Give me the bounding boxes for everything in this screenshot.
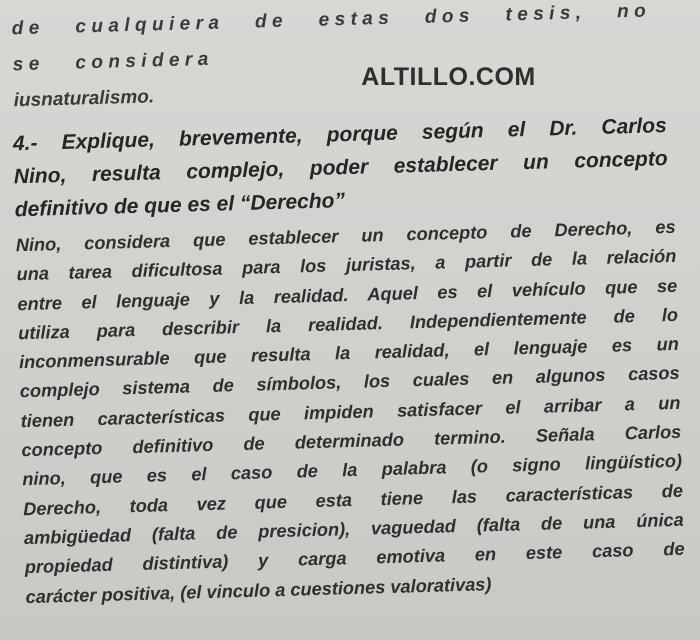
question-line-3: definitivo de que es el “Derecho” <box>14 189 346 222</box>
answer-line: utiliza para describir la realidad. Independientemente de lo <box>17 304 679 344</box>
answer-line: Derecho, toda vez que esta tiene las características de <box>22 480 684 519</box>
answer-paragraph <box>15 213 685 612</box>
question-line-2: Nino, resulta complejo, poder establecer un concepto <box>13 147 668 189</box>
question-line-1: 4.- Explique, brevemente, porque según el Dr. Carlos <box>12 114 668 156</box>
answer-line: entre el lenguaje y la realidad. Aquel es el vehículo que se <box>17 275 678 314</box>
answer-line: Nino, considera que establecer un concepto de Derecho, es <box>15 216 676 256</box>
answer-line: complejo sistema de símbolos, los cuales en algunos casos <box>19 363 680 402</box>
answer-line: tienen características que impiden satisfacer el arribar a un <box>20 392 681 432</box>
site-watermark: ALTILLO.COM <box>361 63 536 92</box>
answer-line: carácter positiva, (el vinculo a cuestiones valorativas) <box>25 573 492 607</box>
question-heading <box>12 109 669 226</box>
intro-text <box>11 0 664 119</box>
answer-line: ambigüedad (falta de presicion), vaguedad (falta de una única <box>23 509 684 549</box>
answer-line: nino, que es el caso de la palabra (o signo lingüístico) <box>22 451 683 490</box>
intro-line-2: iusnaturalismo. <box>13 86 155 112</box>
answer-line: una tarea dificultosa para los juristas, a partir de la relación <box>16 246 677 285</box>
intro-line-1: de cualquiera de estas dos tesis, no se considera <box>11 0 652 76</box>
answer-line: concepto definitivo de determinado termino. Señala Carlos <box>21 421 682 461</box>
answer-line: inconmensurable que resulta la realidad, el lenguaje es un <box>18 334 680 373</box>
answer-line: propiedad distintiva) y carga emotiva en este caso de <box>24 539 685 578</box>
